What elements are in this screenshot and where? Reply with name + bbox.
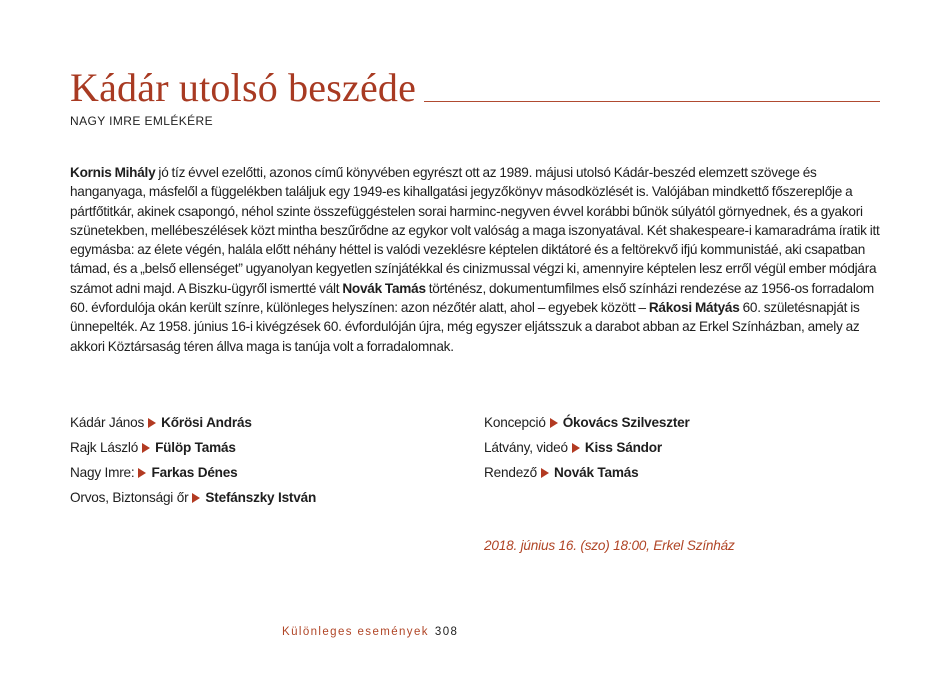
crew-item: [484, 435, 690, 460]
credit-name: Farkas Dénes: [151, 465, 238, 480]
page-subtitle: NAGY IMRE EMLÉKÉRE: [70, 114, 214, 128]
triangle-right-icon: [572, 443, 580, 453]
page-title: Kádár utolsó beszéde: [70, 65, 417, 110]
credit-role: Látvány, videó: [484, 440, 568, 455]
cast-item: [70, 410, 316, 435]
credit-role: Rendező: [484, 465, 538, 480]
cast-list: [70, 410, 316, 510]
credit-role: Kádár János: [70, 415, 145, 430]
triangle-right-icon: [541, 468, 549, 478]
credit-role: Nagy Imre:: [70, 465, 135, 480]
cast-item: [70, 485, 316, 510]
credit-role: Koncepció: [484, 415, 546, 430]
crew-list: [484, 410, 690, 485]
cast-item: [70, 460, 316, 485]
historic-person-name: Rákosi Mátyás: [648, 300, 740, 316]
credit-name: Kőrösi András: [161, 415, 252, 430]
credit-name: Ókovács Szilveszter: [562, 415, 690, 430]
credit-name: Novák Tamás: [554, 465, 639, 480]
triangle-right-icon: [192, 493, 200, 503]
triangle-right-icon: [142, 443, 150, 453]
page-number: 308: [434, 626, 459, 638]
title-row: [70, 66, 880, 110]
triangle-right-icon: [550, 418, 558, 428]
director-name: Novák Tamás: [342, 280, 426, 296]
credit-name: Fülöp Tamás: [155, 440, 236, 455]
triangle-right-icon: [148, 418, 156, 428]
crew-item: [484, 410, 690, 435]
author-name: Kornis Mihály: [70, 165, 156, 180]
description-text: jó tíz évvel ezelőtti, azonos című könyvében egyrészt ott az 1989. májusi utolsó Kádár-beszéd elemzett szövege és hanganyaga, másfelől a függelékben találjuk egy 1949-es kihallgatási jegyzőkönyv másodközlését is. Valójában mindkettő főszereplője a pártfőtitkár, akinek csapongó, néhol szinte összefüggéstelen sorai harminc-negyven évvel korábbi bűnök súlyától görnyednek, és a gyakori szünetekben, mellébeszélések közt mintha beszűrődne az egykor volt valóság a maga iszonyatával. Két shakespeare-i kamaradráma íratik itt egymásba: az élete végén, halála előtt néhány héttel is valódi vezeklésre képtelen diktátoré és a feltörekvő ifjú kommunistáé, aki csapatban támad, és a „belső ellenséget” ugyanolyan kegyetlen színjátékkal és cinizmussal végzi ki, amennyire képtelen lesz erről végül ember módjára számot adni majd. A Biszku-ügyről ismertté vált: [70, 165, 880, 296]
credit-name: Stefánszky István: [205, 490, 317, 505]
credit-role: Orvos, Biztonsági őr: [70, 490, 189, 505]
page-footer: [282, 626, 458, 638]
description-text: 60. születésnapját is ünnepelték. Az 1958. június 16-i kivégzések 60. évfordulóján újra, még egyszer eljátsszuk a darabot abban az Erkel Színházban, amely az akkori Köztársaság téren állva maga is tanúja volt a forradalomnak.: [70, 300, 860, 354]
credit-role: Rajk László: [70, 440, 139, 455]
event-datetime: 2018. június 16. (szo) 18:00, Erkel Színház: [484, 538, 735, 553]
title-divider: [424, 101, 880, 102]
triangle-right-icon: [138, 468, 146, 478]
description-paragraph: [70, 163, 884, 356]
credit-name: Kiss Sándor: [584, 440, 662, 455]
cast-item: [70, 435, 316, 460]
footer-section-title: Különleges események: [282, 626, 429, 638]
description-text: történész, dokumentumfilmes első színházi rendezése az 1956-os forradalom 60. évfordulója okán került színre, különleges helyszínen: azon nézőtér alatt, ahol – egyebek között –: [70, 280, 874, 316]
crew-item: [484, 460, 690, 485]
